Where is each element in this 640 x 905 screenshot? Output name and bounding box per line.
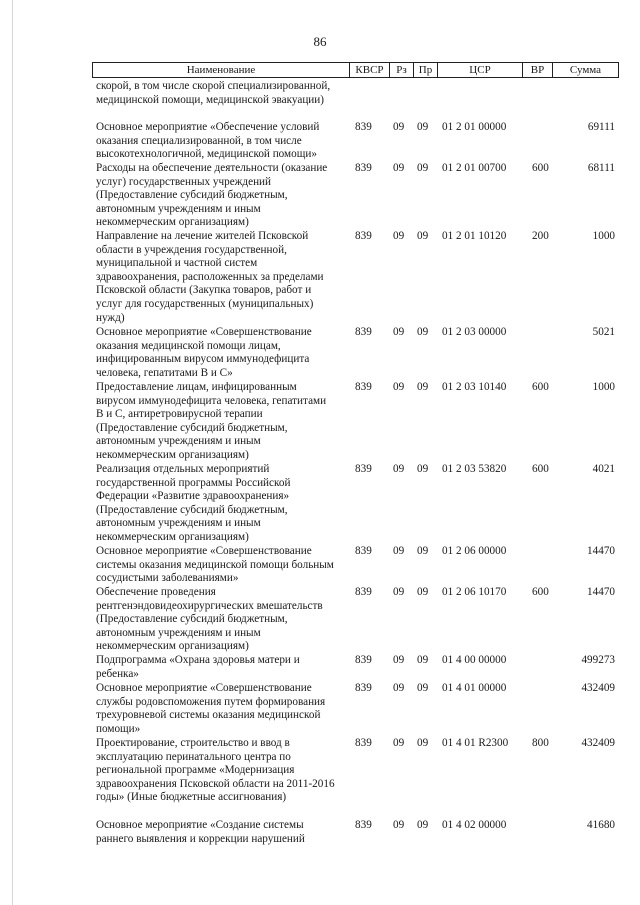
- row-name: Обеспечение проведения рентгенэндовидеохирургических вмешательств (Предоставление субсидий бюджетным, автономным учреждениям и иным некоммерческим организациям): [96, 586, 323, 653]
- row-csr: 01 2 03 53820: [442, 463, 507, 475]
- row-name: Основное мероприятие «Создание системы раннего выявления и коррекции нарушений: [96, 819, 305, 845]
- row-sum: 1000: [592, 381, 615, 393]
- table-row: [92, 682, 619, 737]
- row-pr: 09: [417, 737, 429, 749]
- row-pr: 09: [417, 819, 429, 831]
- row-vr: 600: [532, 463, 549, 475]
- row-csr: 01 2 03 10140: [442, 381, 507, 393]
- row-csr: 01 2 03 00000: [442, 326, 507, 338]
- row-vr: 200: [532, 230, 549, 242]
- row-kvsr: 839: [355, 545, 372, 557]
- row-pr: 09: [417, 326, 429, 338]
- row-rz: 09: [393, 682, 405, 694]
- row-pr: 09: [417, 586, 429, 598]
- row-name: Направление на лечение жителей Псковской области в учреждения государственной, муниципальной и частной систем здравоохранения, расположенных за пределами Псковской области (Закупка товаров, работ и услуг для государственных (муниципальных) нужд): [96, 230, 324, 324]
- row-vr: 800: [532, 737, 549, 749]
- column-header-kvsr: КВСР: [349, 63, 389, 77]
- row-pr: 09: [417, 463, 429, 475]
- row-csr: 01 2 06 00000: [442, 545, 507, 557]
- table-row: [92, 463, 619, 545]
- page-number: 86: [313, 34, 327, 49]
- row-name: Подпрограмма «Охрана здоровья матери и ребенка»: [96, 654, 300, 680]
- column-header-csr: ЦСР: [437, 63, 522, 77]
- row-sum: 69111: [587, 121, 615, 133]
- table-row: [92, 819, 619, 847]
- row-rz: 09: [393, 819, 405, 831]
- row-csr: 01 4 00 00000: [442, 654, 507, 666]
- row-kvsr: 839: [355, 819, 372, 831]
- row-kvsr: 839: [355, 381, 372, 393]
- row-pr: 09: [417, 121, 429, 133]
- row-pr: 09: [417, 682, 429, 694]
- row-csr: 01 2 01 00700: [442, 162, 507, 174]
- row-sum: 41680: [587, 819, 615, 831]
- row-csr: 01 2 06 10170: [442, 586, 507, 598]
- column-header-pr: Пр: [413, 63, 437, 77]
- row-name: Основное мероприятие «Совершенствование системы оказания медицинской помощи больным сосудистыми заболеваниями»: [96, 545, 334, 585]
- row-sum: 14470: [587, 545, 615, 557]
- row-vr: 600: [532, 381, 549, 393]
- row-kvsr: 839: [355, 162, 372, 174]
- row-csr: 01 4 02 00000: [442, 819, 507, 831]
- row-pr: 09: [417, 545, 429, 557]
- row-sum: 432409: [581, 737, 615, 749]
- row-rz: 09: [393, 121, 405, 133]
- row-rz: 09: [393, 230, 405, 242]
- row-name: Расходы на обеспечение деятельности (оказание услуг) государственных учреждений (Предоставление субсидий бюджетным, автономным учреждениям и иным некоммерческим организациям): [96, 162, 328, 229]
- row-kvsr: 839: [355, 326, 372, 338]
- row-name: Предоставление лицам, инфицированным вирусом иммунодефицита человека, гепатитами В и С, антиретровирусной терапии (Предоставление субсидий бюджетным, автономным учреждениям и иным некоммерческим организациям): [96, 381, 327, 461]
- row-kvsr: 839: [355, 586, 372, 598]
- row-rz: 09: [393, 463, 405, 475]
- table-row: [92, 121, 619, 162]
- row-name: Проектирование, строительство и ввод в эксплуатацию перинатального центра по региональной программе «Модернизация здравоохранения Псковской области на 2011-2016 годы» (Иные бюджетные ассигнования): [96, 737, 335, 804]
- table-row: [92, 230, 619, 326]
- table-row: [92, 381, 619, 463]
- column-header-rz: Рз: [389, 63, 413, 77]
- row-vr: 600: [532, 586, 549, 598]
- table-row: [92, 654, 619, 682]
- table-header: [92, 62, 619, 78]
- row-rz: 09: [393, 586, 405, 598]
- row-sum: 4021: [592, 463, 615, 475]
- row-sum: 14470: [587, 586, 615, 598]
- row-name: скорой, в том числе скорой специализированной, медицинской помощи, медицинской эвакуации): [96, 80, 331, 106]
- row-name: Основное мероприятие «Обеспечение условий оказания специализированной, в том числе высокотехнологичной, медицинской помощи»: [96, 121, 320, 161]
- table-row: [92, 737, 619, 819]
- row-kvsr: 839: [355, 230, 372, 242]
- row-pr: 09: [417, 162, 429, 174]
- scan-edge-line: [12, 0, 13, 905]
- row-pr: 09: [417, 230, 429, 242]
- row-sum: 499273: [581, 654, 615, 666]
- row-pr: 09: [417, 654, 429, 666]
- row-rz: 09: [393, 162, 405, 174]
- row-sum: 5021: [592, 326, 615, 338]
- table-row: [92, 586, 619, 654]
- column-header-sum: Сумма: [552, 63, 618, 77]
- row-sum: 432409: [581, 682, 615, 694]
- row-name: Реализация отдельных мероприятий государственной программы Российской Федерации «Развитие здравоохранения» (Предоставление субсидий бюджетным, автономным учреждениям и иным некоммерческим организациям): [96, 463, 291, 543]
- table-row: [92, 80, 619, 121]
- row-kvsr: 839: [355, 463, 372, 475]
- column-header-vr: ВР: [522, 63, 552, 77]
- table-body: [92, 80, 619, 847]
- column-header-name: Наименование: [186, 64, 256, 76]
- row-kvsr: 839: [355, 737, 372, 749]
- row-rz: 09: [393, 737, 405, 749]
- row-name: Основное мероприятие «Совершенствование оказания медицинской помощи лицам, инфицированным вирусом иммунодефицита человека, гепатитами В и С»: [96, 326, 312, 379]
- row-rz: 09: [393, 545, 405, 557]
- row-csr: 01 4 01 R2300: [442, 737, 509, 749]
- row-csr: 01 2 01 00000: [442, 121, 507, 133]
- row-sum: 68111: [587, 162, 615, 174]
- row-rz: 09: [393, 654, 405, 666]
- row-kvsr: 839: [355, 654, 372, 666]
- row-vr: 600: [532, 162, 549, 174]
- table-row: [92, 162, 619, 230]
- table-row: [92, 545, 619, 586]
- table-row: [92, 326, 619, 381]
- row-pr: 09: [417, 381, 429, 393]
- row-rz: 09: [393, 326, 405, 338]
- row-csr: 01 2 01 10120: [442, 230, 507, 242]
- row-rz: 09: [393, 381, 405, 393]
- row-kvsr: 839: [355, 121, 372, 133]
- row-kvsr: 839: [355, 682, 372, 694]
- row-name: Основное мероприятие «Совершенствование службы родовспоможения путем формирования трехуровневой системы оказания медицинской помощи»: [96, 682, 326, 735]
- row-csr: 01 4 01 00000: [442, 682, 507, 694]
- row-sum: 1000: [592, 230, 615, 242]
